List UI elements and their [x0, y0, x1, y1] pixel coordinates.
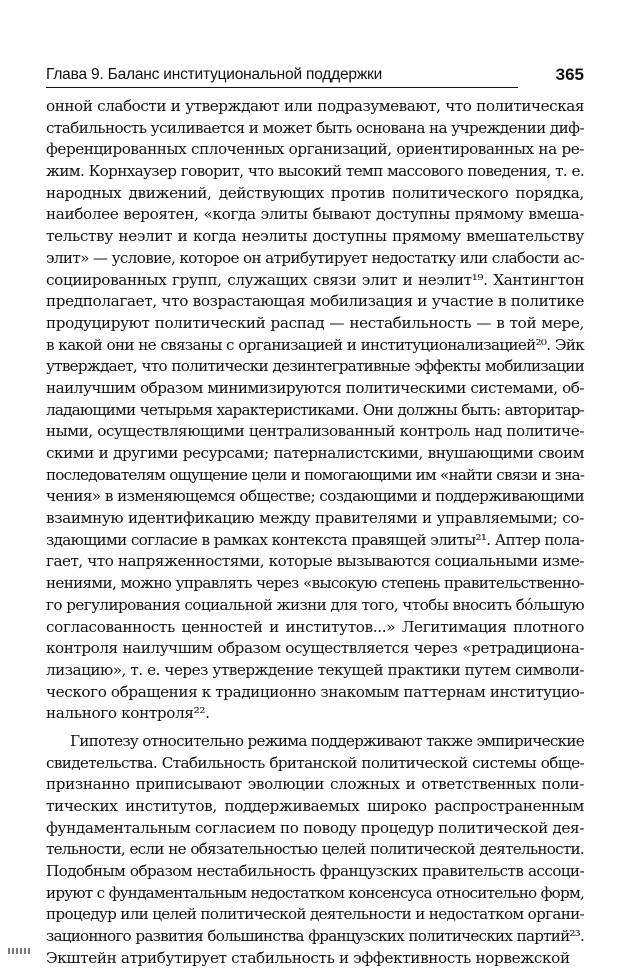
text-line: Подобным образом нестабильность французских правительств ассоци- — [46, 862, 584, 881]
text-line: тических институтов, поддерживаемых широко распространенным — [46, 797, 584, 815]
text-line: ференцированных сплоченных организаций, ориентированных на ре- — [46, 140, 584, 159]
paragraph — [46, 96, 584, 725]
text-line: контроля наилучшим образом осуществляется через «ретрадициона- — [46, 639, 584, 658]
body-text — [46, 96, 584, 970]
text-line: наилучшим образом минимизируются политическими системами, об- — [46, 378, 584, 397]
chapter-title: Глава 9. Баланс институциональной поддержки — [46, 66, 383, 83]
text-line: народных движений, действующих против политического порядка, — [46, 183, 584, 202]
text-line: элит» — условие, которое он атрибутирует недостатку или слабости ас- — [46, 248, 584, 267]
text-line: социированных групп, служащих связи элит и неэлит¹⁹. Хантингтон — [46, 270, 584, 289]
text-line: ладающими четырьмя характеристиками. Они должны быть: авторитар- — [46, 400, 584, 419]
text-line: нального контроля²². — [46, 704, 210, 723]
text-line: процедур или целей политической деятельности и недостатком органи- — [46, 905, 584, 924]
text-line: тельству неэлит и когда неэлиты доступны прямому вмешательству — [46, 227, 584, 246]
header-rule — [46, 87, 518, 88]
text-line: стабильность усиливается и может быть основана на учреждении диф- — [46, 118, 584, 137]
text-line: нениями, можно управлять через «высокую степень правительственно- — [46, 574, 584, 593]
text-line: наиболее вероятен, «когда элиты бывают доступны прямому вмеша- — [46, 205, 584, 224]
text-line: жим. Корнхаузер говорит, что высокий темп массового поведения, т. е. — [46, 162, 584, 181]
text-line: взаимную идентификацию между правителями и управляемыми; со- — [46, 509, 584, 528]
running-header — [46, 62, 584, 88]
text-line: здающими согласие в рамках контекста правящей элиты²¹. Аптер пола- — [46, 530, 584, 549]
text-line: признанно приписывают эволюции сложных и ответственных поли- — [46, 775, 584, 794]
text-line: в какой они не связаны с организацией и институционализацией²⁰. Эйк — [46, 335, 584, 354]
text-line: гает, что напряженностями, которые вызываются социальными изме- — [46, 552, 584, 571]
scan-artifact — [8, 948, 30, 954]
text-line: предполагает, что возрастающая мобилизация и участие в политике — [46, 292, 584, 311]
text-line: зационного развития большинства французских политических партий²³. — [46, 927, 584, 946]
text-line: ческого обращения к традиционно знакомым паттернам институцио- — [46, 682, 585, 701]
text-line: фундаментальным согласием по поводу процедур политической дея- — [46, 818, 584, 837]
text-line: Гипотезу относительно режима поддерживают также эмпирические — [70, 731, 584, 750]
text-line: онной слабости и утверждают или подразумевают, что политическая — [46, 97, 584, 115]
text-line: го регулирования социальной жизни для того, чтобы вносить бо́льшую — [46, 595, 584, 614]
text-line: ными, осуществляющими централизованный контроль над политиче- — [46, 422, 584, 441]
text-line: утверждает, что политически дезинтегративные эффекты мобилизации — [46, 357, 584, 376]
text-line: последователям ощущение цели и помогающими им «найти связи и зна- — [46, 465, 584, 484]
text-line: свидетельства. Стабильность британской политической системы обще- — [46, 753, 584, 772]
text-line: чения» в изменяющемся обществе; создающими и поддерживающими — [46, 487, 584, 506]
text-line: лизацию», т. е. через утверждение текущей практики путем символи- — [46, 660, 584, 679]
text-line: согласованность ценностей и институтов...» Легитимация плотного — [46, 617, 584, 636]
text-line: скими и другими ресурсами; патерналистскими, внушающими своим — [46, 444, 584, 462]
text-line: ируют с фундаментальным недостатком консенсуса относительно форм, — [46, 883, 584, 902]
text-line: продуцируют политический распад — нестабильность — в той мере, — [46, 313, 584, 332]
page-number: 365 — [555, 65, 584, 84]
text-line: Экштейн атрибутирует стабильность и эффективность норвежской — [46, 948, 570, 967]
text-line: тельности, если не обязательностью целей политической деятельности. — [46, 840, 584, 859]
paragraph — [46, 731, 584, 970]
